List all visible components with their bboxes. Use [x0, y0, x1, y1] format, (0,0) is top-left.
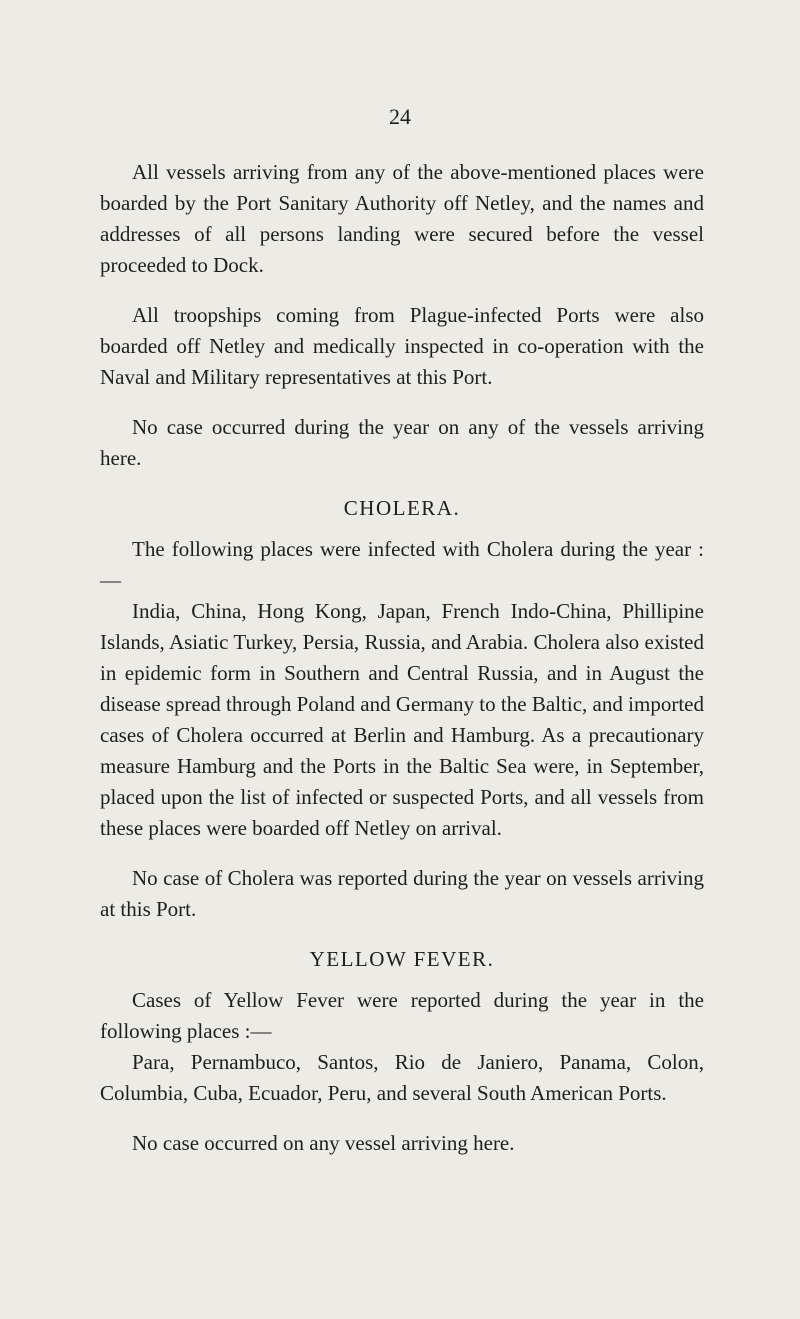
- cholera-heading: CHOLERA.: [343, 496, 461, 520]
- plague-paragraph-troopships: All troopships coming from Plague-infected Ports were also boarded off Netley and medically inspected in co-operation with the Naval and Military representatives at this Port.: [100, 303, 704, 389]
- plague-paragraph-boarding: All vessels arriving from any of the above-mentioned places were boarded by the Port Sanitary Authority off Netley, and the names and addresses of all persons landing were secured before the vessel proceeded to Dock.: [100, 160, 704, 277]
- cholera-places: India, China, Hong Kong, Japan, French Indo-China, Phillipine Islands, Asiatic Turkey, Persia, Russia, and Arabia. Cholera also existed in epidemic form in Southern and Central Russia, and in August the disease spread through Poland and Germany to the Baltic, and imported cases of Cholera occurred at Berlin and Hamburg. As a precautionary measure Hamburg and the Ports in the Baltic Sea were, in September, placed upon the list of infected or suspected Ports, and all vessels from these places were boarded off Netley on arrival.: [100, 599, 704, 840]
- yellow-fever-heading: YELLOW FEVER.: [309, 947, 495, 971]
- yellow-fever-places: Para, Pernambuco, Santos, Rio de Janiero, Panama, Colon, Columbia, Cuba, Ecuador, Peru, and several South American Ports.: [100, 1050, 704, 1105]
- cholera-conclusion: No case of Cholera was reported during the year on vessels arriving at this Port.: [100, 866, 704, 921]
- page-body: [100, 157, 704, 1178]
- page-number: 24: [389, 104, 411, 129]
- plague-paragraph-no-case: No case occurred during the year on any of the vessels arriving here.: [100, 415, 704, 470]
- yellow-fever-intro: Cases of Yellow Fever were reported during the year in the following places :—: [100, 988, 704, 1043]
- cholera-intro: The following places were infected with Cholera during the year :—: [100, 537, 704, 592]
- yellow-fever-conclusion: No case occurred on any vessel arriving here.: [132, 1131, 515, 1155]
